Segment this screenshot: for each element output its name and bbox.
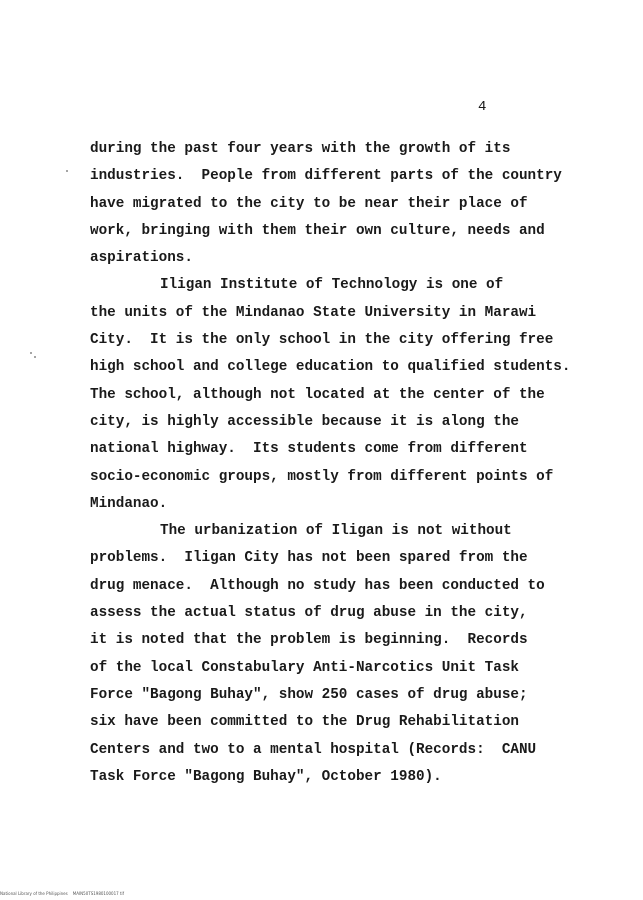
text-line: problems. Iligan City has not been spared from the xyxy=(90,550,528,567)
text-line: Task Force "Bagong Buhay", October 1980). xyxy=(90,768,442,785)
text-line: high school and college education to qualified students. xyxy=(90,359,571,376)
text-line: work, bringing with them their own culture, needs and xyxy=(90,222,545,239)
scan-speck xyxy=(66,170,68,172)
text-line: socio-economic groups, mostly from different points of xyxy=(90,468,554,485)
text-line: the units of the Mindanao State University in Marawi xyxy=(90,304,537,321)
text-line: have migrated to the city to be near their place of xyxy=(90,195,528,212)
text-line: City. It is the only school in the city offering free xyxy=(90,332,554,349)
text-line: city, is highly accessible because it is along the xyxy=(90,413,519,430)
text-line: The school, although not located at the center of the xyxy=(90,386,545,403)
paragraph-start-line: The urbanization of Iligan is not without xyxy=(160,523,512,540)
page-number: 4 xyxy=(478,99,487,115)
text-line: Force "Bagong Buhay", show 250 cases of drug abuse; xyxy=(90,686,528,703)
text-line: industries. People from different parts of the country xyxy=(90,168,562,185)
scan-footer: National Library of the Philippines MAIN50TS1980100017 tif xyxy=(0,891,125,896)
text-line: during the past four years with the growth of its xyxy=(90,141,511,157)
scan-speck xyxy=(30,352,32,354)
body-text xyxy=(90,136,630,791)
text-line: national highway. Its students come from different xyxy=(90,441,528,458)
text-line: assess the actual status of drug abuse in the city, xyxy=(90,605,528,622)
text-line: it is noted that the problem is beginning. Records xyxy=(90,632,528,649)
text-line: drug menace. Although no study has been conducted to xyxy=(90,577,545,594)
text-line: aspirations. xyxy=(90,250,193,267)
text-line: Centers and two to a mental hospital (Records: CANU xyxy=(90,741,537,758)
scan-speck xyxy=(34,356,36,358)
text-line: Mindanao. xyxy=(90,495,168,512)
paragraph-start-line: Iligan Institute of Technology is one of xyxy=(160,277,504,294)
text-line: of the local Constabulary Anti-Narcotics Unit Task xyxy=(90,659,519,676)
text-line: six have been committed to the Drug Rehabilitation xyxy=(90,714,519,731)
